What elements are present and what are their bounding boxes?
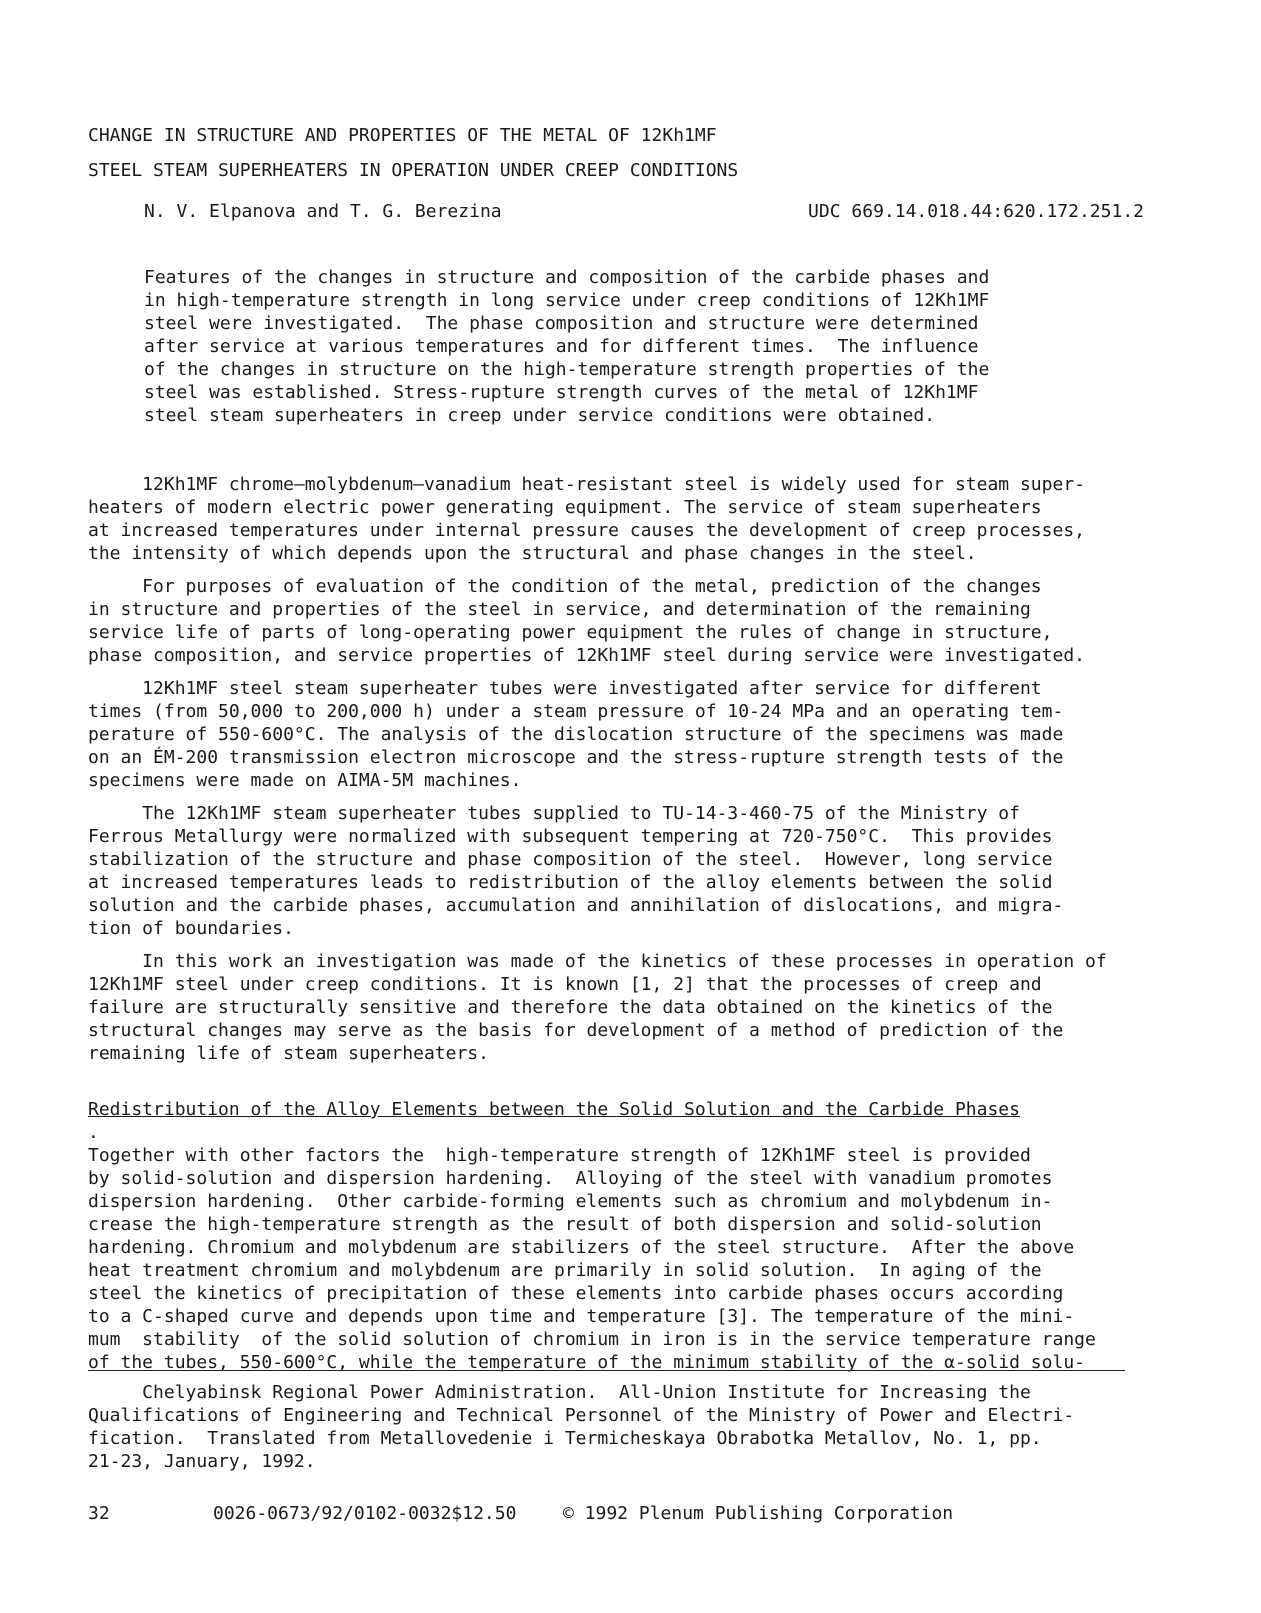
body-line: In this work an investigation was made of the kinetics of these processes in operation of [88, 951, 1107, 972]
body-line: stabilization of the structure and phase composition of the steel. However, long service [88, 849, 1053, 870]
body-line: on an ÉM-200 transmission electron microscope and the stress-rupture strength tests of the [88, 747, 1064, 768]
body-line: tion of boundaries. [88, 918, 294, 939]
abstract-line: in high-temperature strength in long service under creep conditions of 12Kh1MF [144, 290, 990, 311]
paragraph [88, 802, 1148, 940]
body-line: crease the high-temperature strength as the result of both dispersion and solid-solution [88, 1214, 1042, 1235]
body-line: perature of 550-600°C. The analysis of the dislocation structure of the specimens was made [88, 724, 1064, 745]
paragraph [88, 950, 1148, 1065]
body-line: For purposes of evaluation of the condition of the metal, prediction of the changes [88, 576, 1042, 597]
title-line-2: STEEL STEAM SUPERHEATERS IN OPERATION UNDER CREEP CONDITIONS [88, 160, 739, 181]
copyright-notice: © 1992 Plenum Publishing Corporation [563, 1503, 954, 1524]
footnote-line: 21-23, January, 1992. [88, 1451, 316, 1472]
udc-code: UDC 669.14.018.44:620.172.251.2 [808, 201, 1144, 222]
body-line: by solid-solution and dispersion hardening. Alloying of the steel with vanadium promotes [88, 1168, 1053, 1189]
body-line: Ferrous Metallurgy were normalized with subsequent tempering at 720-750°C. This provides [88, 826, 1053, 847]
footnote-line: Qualifications of Engineering and Technical Personnel of the Ministry of Power and Electri- [88, 1405, 1075, 1426]
section-heading-line [88, 1075, 1148, 1144]
section-heading-end: . [88, 1122, 99, 1143]
paragraph [88, 677, 1148, 792]
body-line: mum stability of the solid solution of chromium in iron is in the service temperature range [88, 1329, 1096, 1350]
body-line: 12Kh1MF chrome—molybdenum—vanadium heat-resistant steel is widely used for steam super- [88, 474, 1085, 495]
abstract-line: after service at various temperatures and for different times. The influence [144, 336, 979, 357]
body-line: times (from 50,000 to 200,000 h) under a steam pressure of 10-24 MPa and an operating tem- [88, 701, 1064, 722]
body-line: service life of parts of long-operating power equipment the rules of change in structure, [88, 622, 1053, 643]
abstract-line: Features of the changes in structure and composition of the carbide phases and [144, 267, 990, 288]
authors: N. V. Elpanova and T. G. Berezina [144, 201, 502, 222]
body-line: The 12Kh1MF steam superheater tubes supplied to TU-14-3-460-75 of the Ministry of [88, 803, 1020, 824]
body-line: the intensity of which depends upon the structural and phase changes in the steel. [88, 543, 977, 564]
body-line: heat treatment chromium and molybdenum are primarily in solid solution. In aging of the [88, 1260, 1042, 1281]
article-code: 0026-0673/92/0102-0032$12.50 [213, 1503, 517, 1524]
paper-title [88, 118, 1148, 188]
body-line: structural changes may serve as the basis for development of a method of prediction of the [88, 1020, 1064, 1041]
body-line: remaining life of steam superheaters. [88, 1043, 489, 1064]
abstract [144, 266, 1044, 427]
paragraph [88, 575, 1148, 667]
abstract-line: steel was established. Stress-rupture strength curves of the metal of 12Kh1MF [144, 382, 979, 403]
body-line: Together with other factors the high-temperature strength of 12Kh1MF steel is provided [88, 1145, 1031, 1166]
page-number: 32 [88, 1503, 110, 1524]
body-line: solution and the carbide phases, accumulation and annihilation of dislocations, and migra- [88, 895, 1064, 916]
body-line: heaters of modern electric power generating equipment. The service of steam superheaters [88, 497, 1042, 518]
body-line: at increased temperatures under internal pressure causes the development of creep processes, [88, 520, 1085, 541]
body-line: failure are structurally sensitive and therefore the data obtained on the kinetics of the [88, 997, 1053, 1018]
byline [144, 198, 1144, 226]
abstract-line: steel steam superheaters in creep under service conditions were obtained. [144, 405, 936, 426]
footnote-line: Chelyabinsk Regional Power Administration. All-Union Institute for Increasing the [88, 1382, 1031, 1403]
body-line: of the tubes, 550-600°C, while the temperature of the minimum stability of the α-solid solu- [88, 1352, 1085, 1373]
body-line: 12Kh1MF steel steam superheater tubes were investigated after service for different [88, 678, 1042, 699]
body-line: in structure and properties of the steel in service, and determination of the remaining [88, 599, 1031, 620]
section-indent [88, 1075, 1148, 1098]
footnote-divider [88, 1370, 1125, 1371]
abstract-line: of the changes in structure on the high-temperature strength properties of the [144, 359, 990, 380]
body-line: steel the kinetics of precipitation of these elements into carbide phases occurs according [88, 1283, 1064, 1304]
body-line: to a C-shaped curve and depends upon time and temperature [3]. The temperature of the mini- [88, 1306, 1075, 1327]
body-line: hardening. Chromium and molybdenum are stabilizers of the steel structure. After the above [88, 1237, 1075, 1258]
body-line: specimens were made on AIMA-5M machines. [88, 770, 522, 791]
body-line: at increased temperatures leads to redistribution of the alloy elements between the solid [88, 872, 1053, 893]
body-line: phase composition, and service properties of 12Kh1MF steel during service were investigated. [88, 645, 1085, 666]
title-line-1: CHANGE IN STRUCTURE AND PROPERTIES OF THE METAL OF 12Kh1MF [88, 125, 717, 146]
paragraph [88, 473, 1148, 565]
body-line: dispersion hardening. Other carbide-forming elements such as chromium and molybdenum in- [88, 1191, 1053, 1212]
footnote [88, 1381, 1148, 1473]
section-paragraph [88, 1075, 1148, 1374]
footnote-line: fication. Translated from Metallovedenie i Termicheskaya Obrabotka Metallov, No. 1, pp. [88, 1428, 1042, 1449]
body-text [88, 473, 1148, 1384]
page-footer [88, 1501, 1088, 1527]
section-heading: Redistribution of the Alloy Elements between the Solid Solution and the Carbide Phases [88, 1099, 1020, 1120]
abstract-line: steel were investigated. The phase composition and structure were determined [144, 313, 979, 334]
body-line: 12Kh1MF steel under creep conditions. It is known [1, 2] that the processes of creep and [88, 974, 1042, 995]
